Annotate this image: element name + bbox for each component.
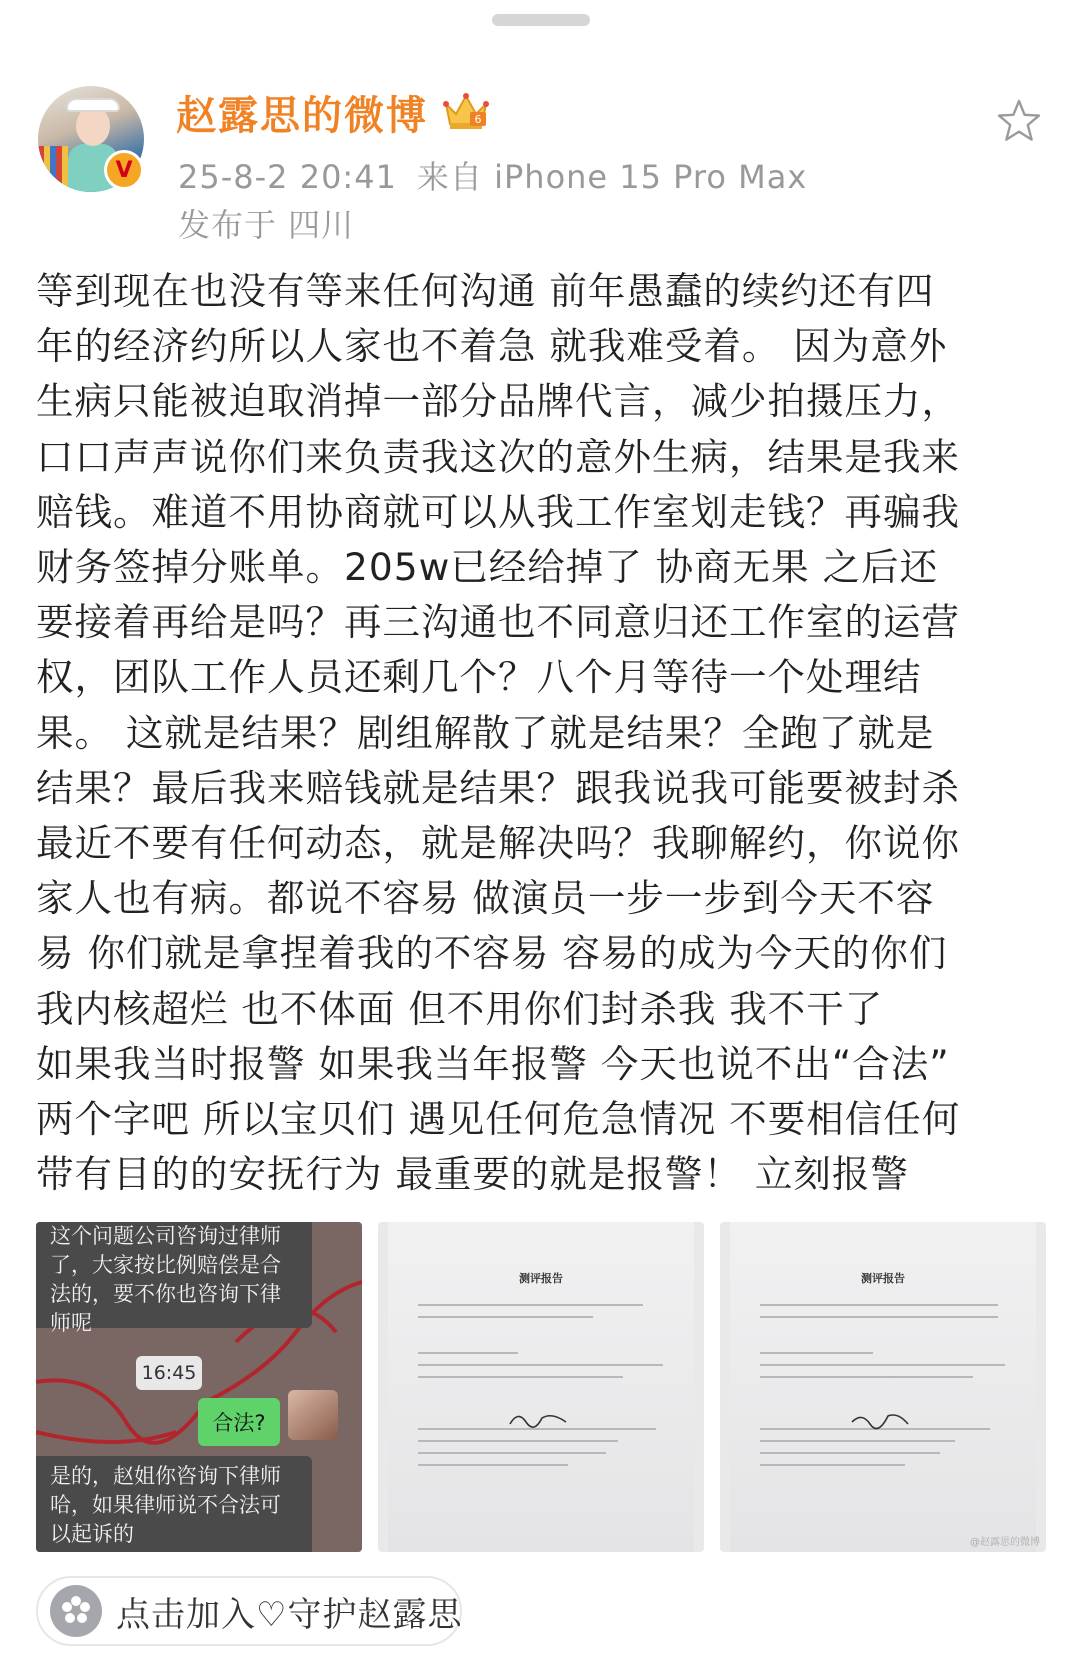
post-body-line: 带有目的的安抚行为 最重要的就是报警！ 立刻报警 — [36, 1152, 909, 1197]
signature-mark — [508, 1408, 568, 1430]
document-text-lines — [760, 1304, 1010, 1476]
post-body-line: 要接着再给是吗？再三沟通也不同意归还工作室的运营 — [36, 600, 960, 645]
post-image-document-1[interactable] — [378, 1222, 704, 1552]
post-body — [36, 264, 1046, 1202]
crown-icon[interactable] — [440, 90, 492, 132]
signature-mark — [850, 1408, 910, 1430]
svg-text:6: 6 — [474, 113, 482, 126]
post-body-line: 赔钱。难道不用协商就可以从我工作室划走钱？再骗我 — [36, 489, 960, 534]
avatar-background — [38, 146, 68, 192]
document-sheet — [730, 1222, 1036, 1552]
chat-message-received: 这个问题公司咨询过律师了，大家按比例赔偿是合法的，要不你也咨询下律师呢 — [36, 1222, 312, 1328]
document-text-lines — [418, 1304, 668, 1476]
chat-message-received: 是的，赵姐你咨询下律师哈，如果律师说不合法可以起诉的 — [36, 1456, 312, 1552]
post-source: 来自 iPhone 15 Pro Max — [416, 158, 808, 196]
flower-icon — [50, 1585, 102, 1637]
author-name[interactable]: 赵露思的微博 — [176, 93, 428, 139]
sheet-drag-handle[interactable] — [492, 14, 590, 26]
verified-icon: V — [104, 150, 144, 190]
avatar-visor — [66, 98, 120, 112]
join-supergroup-chip[interactable] — [36, 1576, 462, 1646]
post-body-line: 权，团队工作人员还剩几个？八个月等待一个处理结 — [36, 655, 922, 700]
avatar-face — [76, 106, 110, 146]
post-body-line: 等到现在也没有等来任何沟通 前年愚蠢的续约还有四 — [36, 269, 935, 313]
post-image-document-2[interactable] — [720, 1222, 1046, 1552]
post-image-grid — [36, 1222, 1046, 1552]
post-body-line: 结果？最后我来赔钱就是结果？跟我说我可能要被封杀 — [36, 765, 960, 810]
post-body-line: 生病只能被迫取消掉一部分品牌代言，减少拍摄压力， — [36, 379, 960, 424]
post-body-line: 果。 这就是结果？剧组解散了就是结果？全跑了就是 — [36, 710, 935, 755]
post-body-line: 我内核超烂 也不体面 但不用你们封杀我 我不干了 — [36, 986, 884, 1031]
post-body-line: 如果我当时报警 如果我当年报警 今天也说不出“合法” — [36, 1041, 950, 1086]
post-body-line: 年的经济约所以人家也不着急 就我难受着。 因为意外 — [36, 324, 948, 369]
post-body-line: 最近不要有任何动态，就是解决吗？我聊解约，你说你 — [36, 821, 960, 866]
post-meta — [178, 152, 807, 198]
chat-message-sent: 合法? — [198, 1398, 280, 1446]
image-watermark: @赵露思的微博 — [970, 1537, 1040, 1548]
post-image-chat-screenshot[interactable] — [36, 1222, 362, 1552]
star-icon[interactable] — [996, 98, 1042, 144]
chip-label: 点击加入♡守护赵露思 — [116, 1594, 463, 1635]
post-body-line: 易 你们就是拿捏着我的不容易 容易的成为今天的你们 — [36, 931, 948, 976]
document-sheet — [388, 1222, 694, 1552]
chat-avatar — [288, 1390, 338, 1440]
chat-timestamp: 16:45 — [136, 1356, 202, 1390]
document-title: 测评报告 — [861, 1272, 905, 1285]
document-title: 测评报告 — [519, 1272, 563, 1285]
post-body-line: 两个字吧 所以宝贝们 遇见任何危急情况 不要相信任何 — [36, 1097, 961, 1142]
post-body-line: 家人也有病。都说不容易 做演员一步一步到今天不容 — [36, 876, 935, 921]
post-body-line: 口口声声说你们来负责我这次的意外生病，结果是我来 — [36, 434, 960, 479]
post-body-line: 财务签掉分账单。205w已经给掉了 协商无果 之后还 — [36, 545, 939, 590]
post-location: 发布于 四川 — [178, 206, 355, 244]
post-time: 25-8-2 20:41 — [178, 158, 397, 196]
